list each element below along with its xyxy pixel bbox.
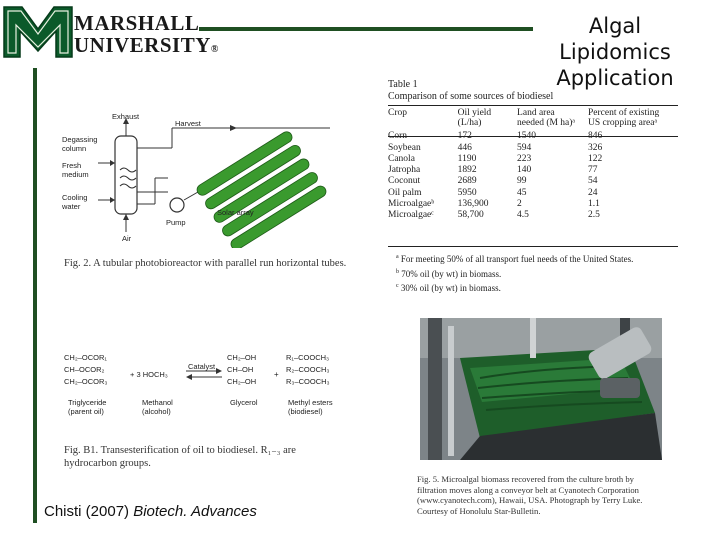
th-pct-2: US cropping areaᵃ [587, 118, 658, 128]
note-b-text: 70% oil (by wt) in biomass. [401, 268, 502, 279]
table-cell: 54 [587, 176, 598, 187]
table-row [388, 198, 680, 209]
table-cell: 2689 [457, 176, 477, 187]
table-cell: Oil palm [388, 187, 422, 198]
est-line-2: R₂–COOCH₃ [286, 365, 330, 374]
table-cell: Soybean [388, 142, 421, 153]
header-accent-line [199, 27, 533, 31]
table-cell: 594 [517, 142, 532, 153]
table-cell: 2.5 [587, 210, 600, 221]
under-esters [288, 398, 333, 416]
est-line-1: R₁–COOCH₃ [286, 353, 330, 362]
fig5-caption-4: Courtesy of Honolulu Star-Bulletin. [417, 505, 541, 516]
label-exhaust: Exhaust [112, 112, 140, 121]
th-oil-yield [458, 108, 517, 130]
tg-line-2: CH–OCOR₂ [64, 365, 105, 374]
photobioreactor-drawing [60, 108, 360, 248]
figB1-caption-2: hydrocarbon groups. [64, 458, 151, 469]
solar-array-shape [195, 130, 328, 248]
table1 [388, 108, 680, 220]
fig5-caption-1: Fig. 5. Microalgal biomass recovered from the culture broth by [417, 474, 634, 484]
label-cooling-water [62, 193, 87, 211]
table-cell: 122 [587, 153, 603, 164]
table1-top-rule [388, 105, 678, 106]
under-tri-2: (parent oil) [68, 407, 104, 416]
th-crop [388, 108, 458, 130]
label-solar-array: Solar array [217, 208, 254, 217]
label-fresh-medium [62, 161, 89, 179]
table-cell: Microalgaeᶜ [388, 210, 434, 221]
table-body [388, 130, 680, 220]
note-a-text: For meeting 50% of all transport fuel needs of the United States. [400, 254, 634, 264]
note-c [396, 280, 633, 295]
label-degassing-2: column [62, 144, 87, 153]
label-degassing-1: Degassing [62, 135, 98, 144]
fig2-caption: Fig. 2. A tubular photobioreactor with parallel run horizontal tubes. [64, 258, 347, 269]
table-cell: 136,900 [457, 199, 489, 210]
marshall-logo [2, 3, 219, 61]
figB1-caption-1: Fig. B1. Transesterification of oil to biodiesel. R₁₋₃ are [64, 445, 296, 456]
tg-line-3: CH₂–OCOR₃ [64, 377, 108, 386]
methanol-term: + 3 HOCH₃ [130, 370, 168, 379]
table-row [388, 175, 680, 186]
triglyceride-formula [64, 352, 107, 388]
marshall-m-icon [2, 3, 74, 61]
plus-sign: + [274, 370, 279, 379]
citation [44, 503, 257, 520]
under-meth-1: Methanol [142, 398, 173, 407]
tg-line-1: CH₂–OCOR₁ [64, 353, 107, 362]
label-harvest: Harvest [175, 119, 201, 128]
table-row [388, 164, 680, 175]
note-a-mark: a [396, 254, 399, 260]
catalyst-label: Catalyst [188, 362, 216, 371]
degassing-column-shape [115, 136, 137, 214]
th-oil-1: Oil yield [457, 108, 492, 118]
table-cell: 1190 [457, 153, 477, 164]
logo-line1: MARSHALL [74, 11, 200, 35]
table-cell: 140 [517, 165, 532, 176]
table-row [388, 209, 680, 220]
table-cell: 223 [517, 153, 532, 164]
label-cooling-2: water [62, 202, 81, 211]
left-accent-line [33, 68, 37, 523]
th-percent [588, 108, 680, 130]
table1-bottom-rule [388, 246, 678, 247]
fig5-caption-3: (www.cyanotech.com), Hawaii, USA. Photograph by Terry Luke. [417, 495, 643, 506]
figB1-caption [64, 444, 296, 470]
figB1-diagram [62, 352, 362, 432]
table1-subtitle: Comparison of some sources of biodiesel [388, 91, 554, 102]
table-cell: 77 [587, 165, 598, 176]
biodiesel-table [388, 108, 680, 220]
note-c-text: 30% oil (by wt) in biomass. [400, 283, 501, 293]
under-est-1: Methyl esters [288, 398, 333, 407]
under-tri-1: Triglyceride [68, 398, 107, 407]
table-cell: 1.1 [587, 199, 600, 210]
logo-reg: ® [210, 44, 219, 55]
logo-line2-text: UNIVERSITY [74, 33, 211, 57]
table1-title: Table 1 [388, 79, 418, 90]
note-b [396, 266, 633, 281]
title-line1: Algal Lipidomics [559, 14, 671, 64]
table1-header-rule [388, 136, 678, 137]
citation-authors: Chisti (2007) [44, 503, 134, 520]
table-cell: Canola [388, 153, 415, 164]
under-methanol [142, 398, 173, 416]
reaction-arrows-icon [184, 367, 224, 381]
table1-notes [396, 251, 633, 295]
gly-line-1: CH₂–OH [227, 353, 257, 362]
table-cell: Microalgaeᵇ [388, 199, 435, 210]
table-row [388, 153, 680, 164]
glycerol-formula [227, 352, 256, 388]
table-row [388, 186, 680, 197]
under-triglyceride [68, 398, 106, 416]
table-cell: Coconut [388, 176, 421, 187]
conveyor-photo-illustration [420, 318, 662, 460]
table-cell: 45 [517, 187, 527, 198]
table-cell: 326 [587, 142, 603, 153]
note-b-mark: b [396, 268, 399, 275]
logo-line2 [74, 33, 219, 58]
th-land-area [517, 108, 588, 130]
citation-journal: Biotech. Advances [133, 503, 257, 520]
under-glycerol: Glycerol [230, 398, 258, 407]
table-cell: 99 [517, 176, 527, 187]
fig5-photo [420, 318, 662, 460]
fig5-caption-2: filtration moves along a conveyor belt at Cyanotech Corporation [417, 484, 639, 495]
table-cell: 2 [517, 199, 522, 210]
table-cell: 58,700 [457, 210, 484, 221]
table-cell: 1892 [457, 165, 477, 176]
label-pump: Pump [166, 218, 186, 227]
table-cell: 5950 [457, 187, 477, 198]
gly-line-2: CH–OH [227, 365, 254, 374]
table-cell: 24 [587, 187, 598, 198]
label-degassing [62, 135, 97, 153]
under-meth-2: (alcohol) [142, 407, 171, 416]
table-cell: 4.5 [517, 210, 529, 221]
under-est-2: (biodiesel) [288, 407, 323, 416]
th-land-2: needed (M ha)ᵃ [517, 118, 576, 128]
label-fresh-1: Fresh [62, 161, 82, 170]
esters-formula [286, 352, 330, 388]
th-pct-1: Percent of existing [587, 108, 660, 118]
label-cooling-1: Cooling [62, 193, 88, 202]
gly-line-3: CH₂–OH [227, 377, 257, 386]
note-a [396, 251, 633, 266]
title-line2: Application [556, 66, 674, 90]
label-fresh-2: medium [62, 170, 89, 179]
est-line-3: R₃–COOCH₃ [286, 377, 330, 386]
note-c-mark: c [396, 283, 399, 289]
th-oil-2: (L/ha) [457, 118, 482, 128]
table-header-row [388, 108, 680, 130]
label-air: Air [122, 234, 132, 243]
page-title [530, 13, 700, 91]
th-land-1: Land area [517, 108, 555, 118]
pump-shape [170, 198, 184, 212]
table-row [388, 141, 680, 152]
table-cell: 446 [457, 142, 472, 153]
fig2-diagram [60, 108, 360, 248]
th-crop-1: Crop [388, 108, 407, 118]
table-cell: Jatropha [388, 165, 421, 176]
fig5-caption [417, 474, 672, 516]
